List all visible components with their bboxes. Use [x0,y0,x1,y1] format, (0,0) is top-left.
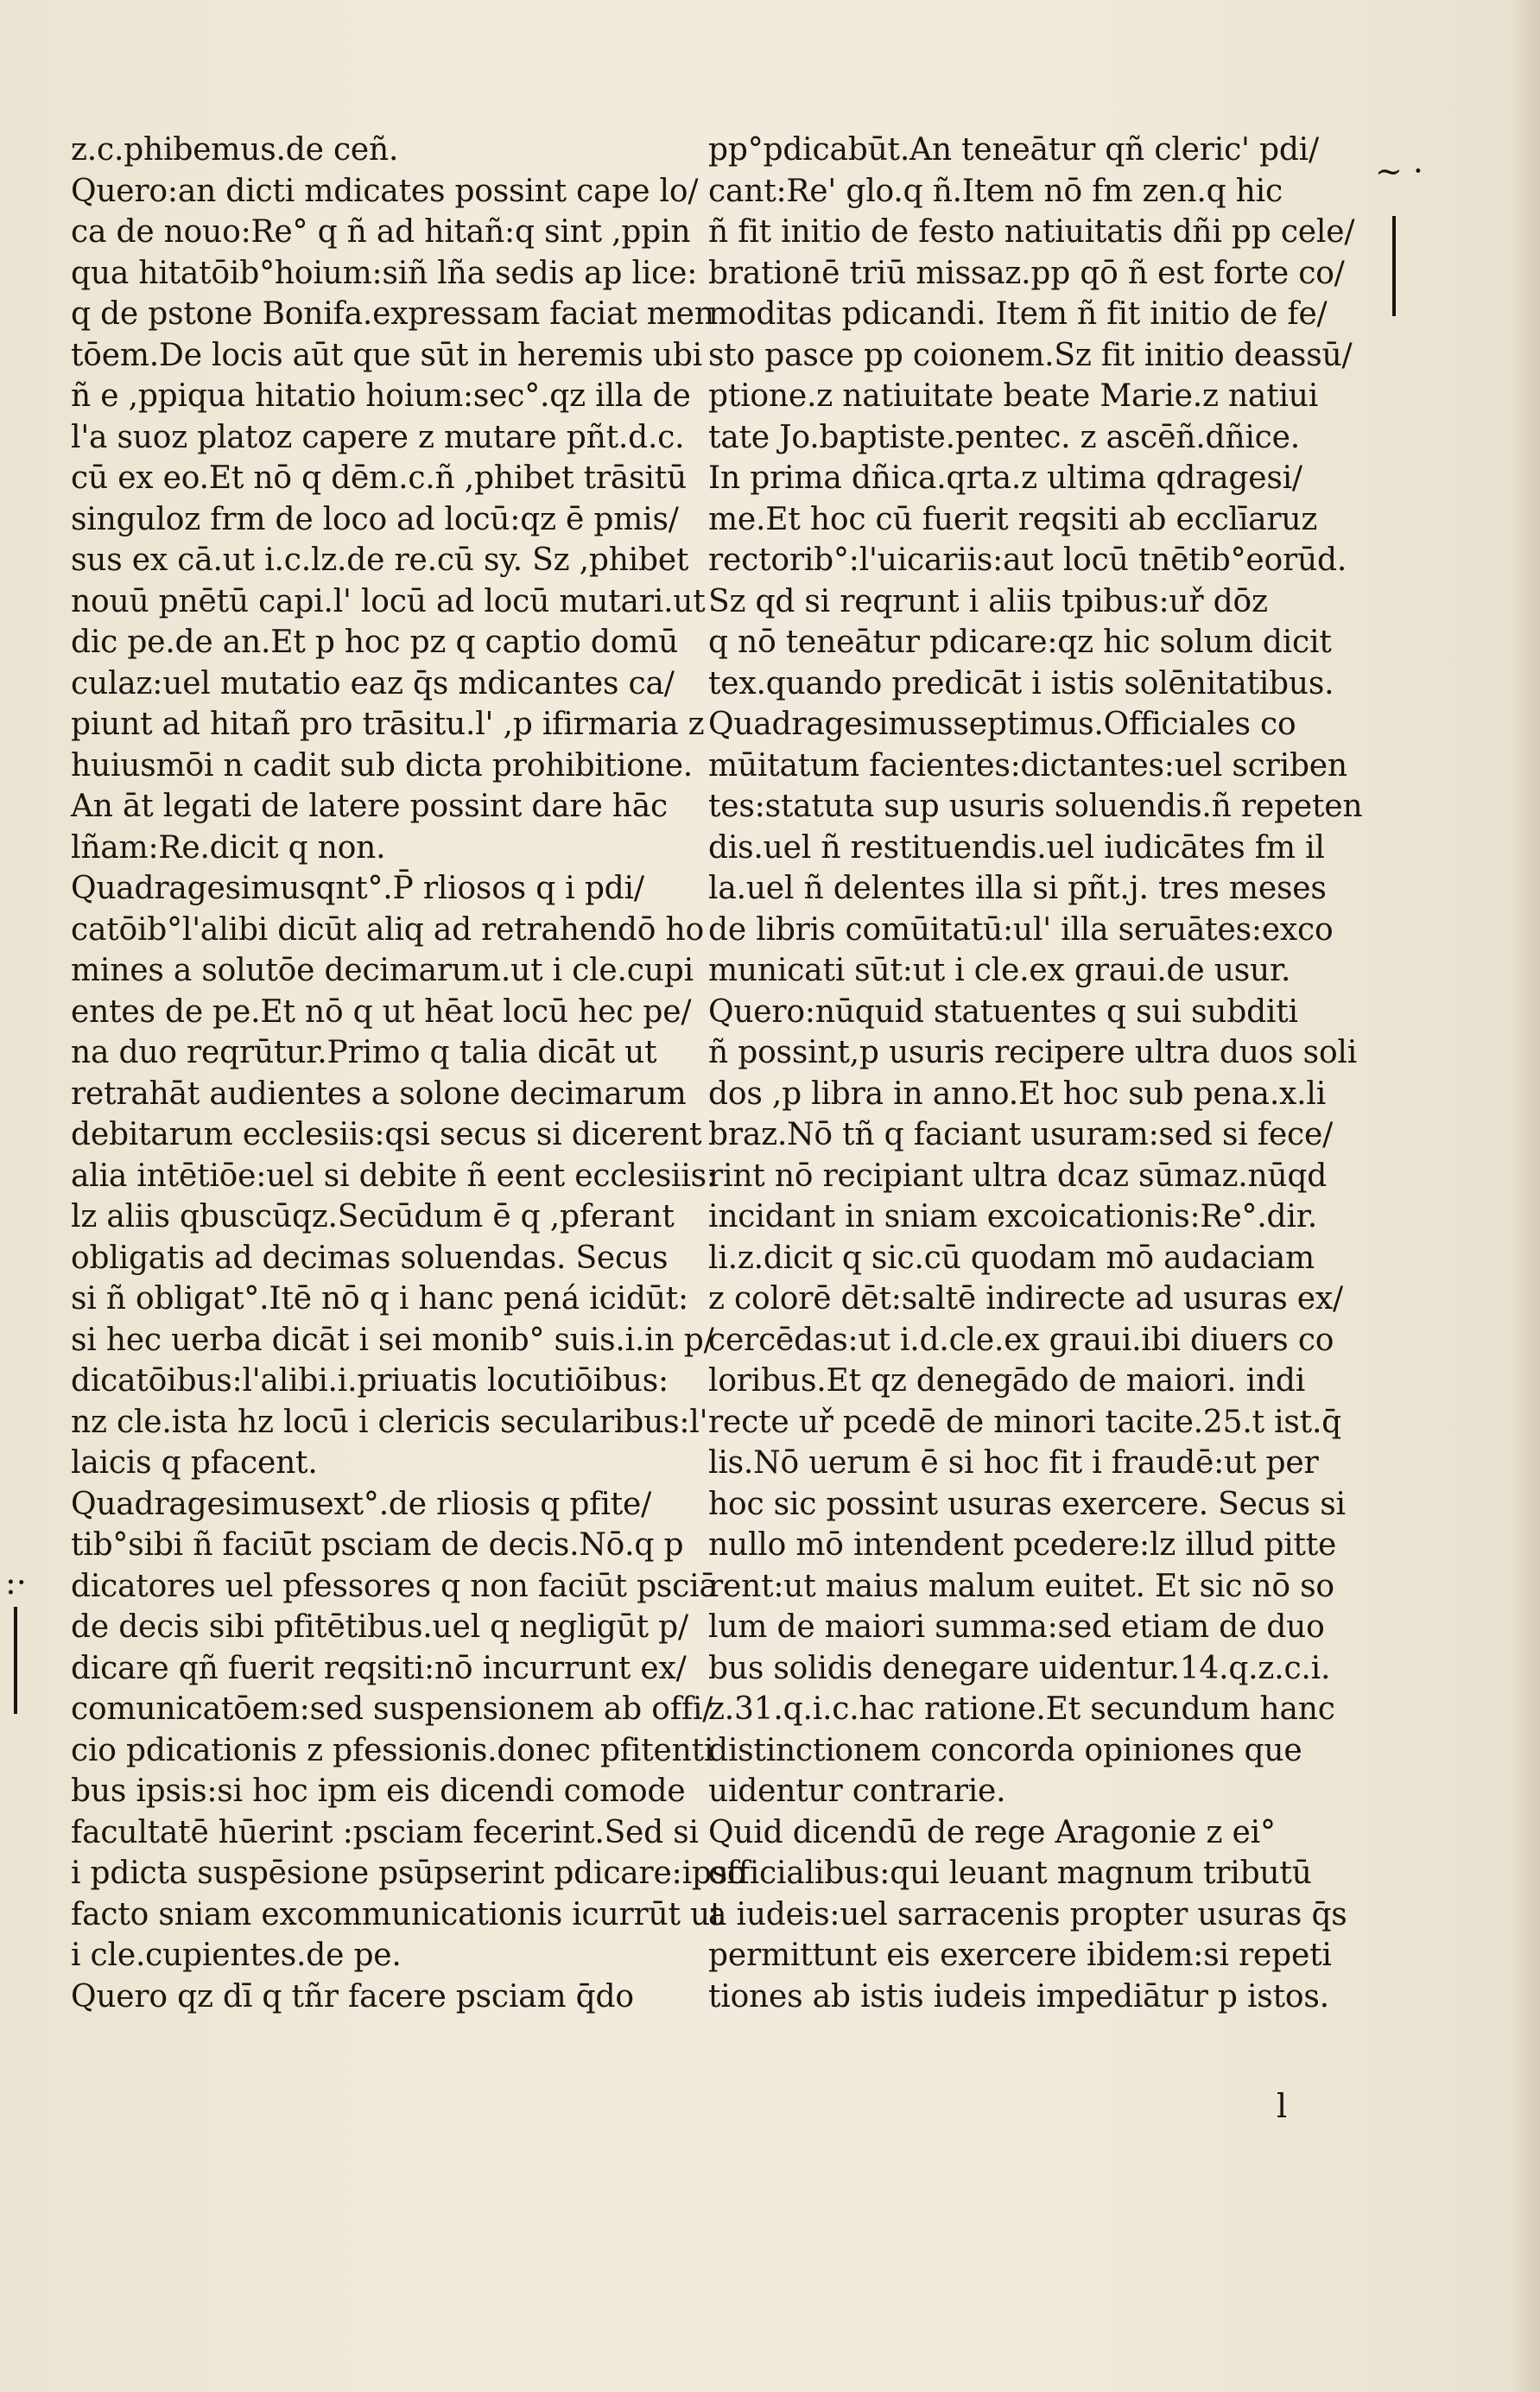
text-line: officialibus:qui leuant magnum tributū [708,1856,1312,1891]
text-line: facto sniam excommunicationis icurrūt ut [71,1896,723,1932]
text-line: dis.uel ñ restituendis.uel iudicātes fm il [708,829,1325,866]
text-line: loribus.Et qz denegādo de maiori. indi [708,1363,1306,1399]
text-line: Quadragesimusseptimus.Officiales co [708,707,1296,742]
text-line: dicare qñ fuerit reqsiti:nō incurrunt ex/ [71,1650,687,1686]
text-line: distinctionem concorda opiniones que [708,1732,1302,1768]
text-line: municati sūt:ut i cle.ex graui.de usur. [708,953,1291,988]
margin-annotation-right: ~ · [1375,152,1423,190]
text-line: tib°sibi ñ faciūt psciam de decis.Nō.q p [71,1527,684,1563]
text-line: q de pstone Bonifa.expressam faciat men [71,296,714,332]
text-line: mines a solutōe decimarum.ut i cle.cupi [71,953,694,988]
text-line: z.c.phibemus.de ceñ. [71,132,399,168]
text-line: Quadragesimusext°.de rliosis q pfite/ [71,1486,652,1522]
text-line: Quid dicendū de rege Aragonie z ei° [708,1814,1276,1850]
signature-mark: l [1277,2087,1288,2125]
text-line: li.z.dicit q sic.cū quodam mō audaciam [708,1240,1315,1276]
text-line: recte uř pcedē de minori tacite.25.t ist.q̄ [708,1404,1342,1440]
text-line: ptione.z natiuitate beate Marie.z natiui [708,378,1319,414]
right-text-column [708,130,1363,2017]
text-line: hoc sic possint usuras exercere. Secus si [708,1486,1346,1522]
text-line: cū ex eo.Et nō q dēm.c.ñ ,phibet trāsitū [71,460,688,496]
text-line: bus solidis denegare uidentur.14.q.z.c.i. [708,1650,1331,1686]
text-line: laicis q pfacent. [71,1445,318,1481]
text-line: i cle.cupientes.de pe. [71,1938,402,1973]
text-line: si hec uerba dicāt i sei monib° suis.i.in p/ [71,1322,714,1358]
text-line: obligatis ad decimas soluendas. Secus [71,1240,669,1276]
text-line: An āt legati de latere possint dare hāc [71,789,669,824]
text-line: entes de pe.Et nō q ut hēat locū hec pe/ [71,993,692,1030]
text-line: na duo reqrūtur.Primo q talia dicāt ut [71,1035,657,1070]
text-line: lz aliis qbuscūqz.Secūdum ē q ,pferant [71,1199,675,1234]
text-line: braz.Nō tñ q faciant usuram:sed si fece/ [708,1117,1334,1152]
text-line: mūitatum facientes:dictantes:uel scriben [708,747,1347,784]
text-line: catōib°l'alibi dicūt aliq ad retrahendō ho [71,911,704,948]
text-line: qua hitatōib°hoium:siñ lña sedis ap lice: [71,255,698,291]
text-line: de libris comūitatū:ul' illa seruātes:exco [708,911,1334,948]
text-line: moditas pdicandi. Item ñ fit initio de fe/ [708,296,1328,332]
margin-stroke-right [1392,216,1396,316]
text-line: pp°pdicabūt.An teneātur qñ cleric' pdi/ [708,132,1319,168]
text-line: tes:statuta sup usuris soluendis.ñ repeten [708,789,1363,824]
text-line: dicatōibus:l'alibi.i.priuatis locutiōibus: [71,1363,669,1399]
text-line: z.31.q.i.c.hac ratione.Et secundum hanc [708,1691,1335,1727]
text-line: tōem.De locis aūt que sūt in heremis ubi [71,337,702,373]
text-line: Quero:nūquid statuentes q sui subditi [708,993,1298,1030]
text-line: culaz:uel mutatio eaz q̄s mdicantes ca/ [71,665,675,701]
text-line: nullo mō intendent pcedere:lz illud pitte [708,1527,1337,1563]
text-line: sto pasce pp coionem.Sz fit initio deassū/ [708,337,1353,373]
text-line: uidentur contrarie. [708,1773,1006,1809]
text-line: z colorē dēt:saltē indirecte ad usuras ex/ [708,1281,1343,1317]
text-line: si ñ obligat°.Itē nō q i hanc pená icidūt: [71,1281,688,1317]
text-line: huiusmōi n cadit sub dicta prohibitione. [71,747,694,784]
text-line: q nō teneātur pdicare:qz hic solum dicit [708,625,1332,660]
text-line: piunt ad hitañ pro trāsitu.l' ,p ifirmaria z [71,707,705,742]
text-line: incidant in sniam excoicationis:Re°.dir. [708,1199,1317,1234]
text-line: retrahāt audientes a solone decimarum [71,1075,687,1112]
text-line: sus ex cā.ut i.c.lz.de re.cū sy. Sz ,phibet [71,542,689,578]
text-line: de decis sibi pfitētibus.uel q negligūt p/ [71,1609,688,1645]
text-line: facultatē hūerint :psciam fecerint.Sed si [71,1814,699,1850]
text-line: dos ,p libra in anno.Et hoc sub pena.x.li [708,1075,1327,1112]
margin-annotation-left: :· [5,1564,27,1602]
text-line: nz cle.ista hz locū i clericis secularibus:l' [71,1404,708,1440]
text-line: permittunt eis exercere ibidem:si repeti [708,1938,1332,1973]
text-line: lis.Nō uerum ē si hoc fit i fraudē:ut per [708,1445,1319,1481]
text-line: rent:ut maius malum euitet. Et sic nō so [708,1568,1334,1604]
text-line: cant:Re' glo.q ñ.Item nō fm zen.q hic [708,173,1283,209]
text-line: Quero qz dī q tñr facere psciam q̄do [71,1978,634,2014]
text-line: cio pdicationis z pfessionis.donec pfitenti [71,1732,714,1768]
text-line: tex.quando predicāt i istis solēnitatibus. [708,665,1334,701]
text-line: ca de nouo:Re° q ñ ad hitañ:q sint ,ppin [71,214,691,250]
text-line: ñ possint,p usuris recipere ultra duos soli [708,1035,1358,1070]
text-line: Quero:an dicti mdicates possint cape lo/ [71,173,699,209]
text-line: dic pe.de an.Et p hoc pz q captio domū [71,625,679,660]
text-line: tate Jo.baptiste.pentec. z ascēñ.dñice. [708,419,1300,455]
text-line: cercēdas:ut i.d.cle.ex graui.ibi diuers co [708,1322,1334,1358]
text-line: singuloz frm de loco ad locū:qz ē pmis/ [71,501,679,537]
text-line: la.uel ñ delentes illa si pñt.j. tres meses [708,871,1327,906]
text-line: l'a suoz platoz capere z mutare pñt.d.c. [71,419,685,455]
text-line: alia intētiōe:uel si debite ñ eent ecclesiis: [71,1158,717,1194]
text-line: Sz qd si reqrunt i aliis tpibus:uř dōz [708,583,1268,619]
text-line: i pdicta suspēsione psūpserint pdicare:ipso [71,1856,746,1891]
text-line: dicatores uel pfessores q non faciūt psciā [71,1568,718,1604]
text-line: brationē triū missaz.pp qō ñ est forte co/ [708,255,1345,291]
left-text-column [71,130,746,2017]
text-line: lum de maiori summa:sed etiam de duo [708,1609,1325,1645]
text-line: rint nō recipiant ultra dcaz sūmaz.nūqd [708,1158,1328,1194]
text-line: Quadragesimusqnt°.P̄ rliosos q i pdi/ [71,871,644,906]
text-line: me.Et hoc cū fuerit reqsiti ab ecclīaruz [708,501,1318,537]
text-line: nouū pnētū capi.l' locū ad locū mutari.ut [71,583,706,619]
text-line: comunicatōem:sed suspensionem ab offi/ [71,1691,713,1727]
text-line: rectorib°:l'uicariis:aut locū tnētib°eorūd. [708,542,1347,578]
text-line: tiones ab istis iudeis impediātur p istos. [708,1978,1329,2014]
text-line: a iudeis:uel sarracenis propter usuras q̄s [708,1896,1347,1932]
text-line: lñam:Re.dicit q non. [71,829,386,866]
text-line: debitarum ecclesiis:qsi secus si dicerent [71,1117,702,1152]
margin-stroke-left [14,1607,17,1714]
text-line: bus ipsis:si hoc ipm eis dicendi comode [71,1773,686,1809]
text-line: ñ e ,ppiqua hitatio hoium:sec°.qz illa de [71,378,691,414]
text-line: ñ fit initio de festo natiuitatis dñi pp cele/ [708,214,1355,250]
text-line: In prima dñica.qrta.z ultima qdragesi/ [708,460,1302,496]
